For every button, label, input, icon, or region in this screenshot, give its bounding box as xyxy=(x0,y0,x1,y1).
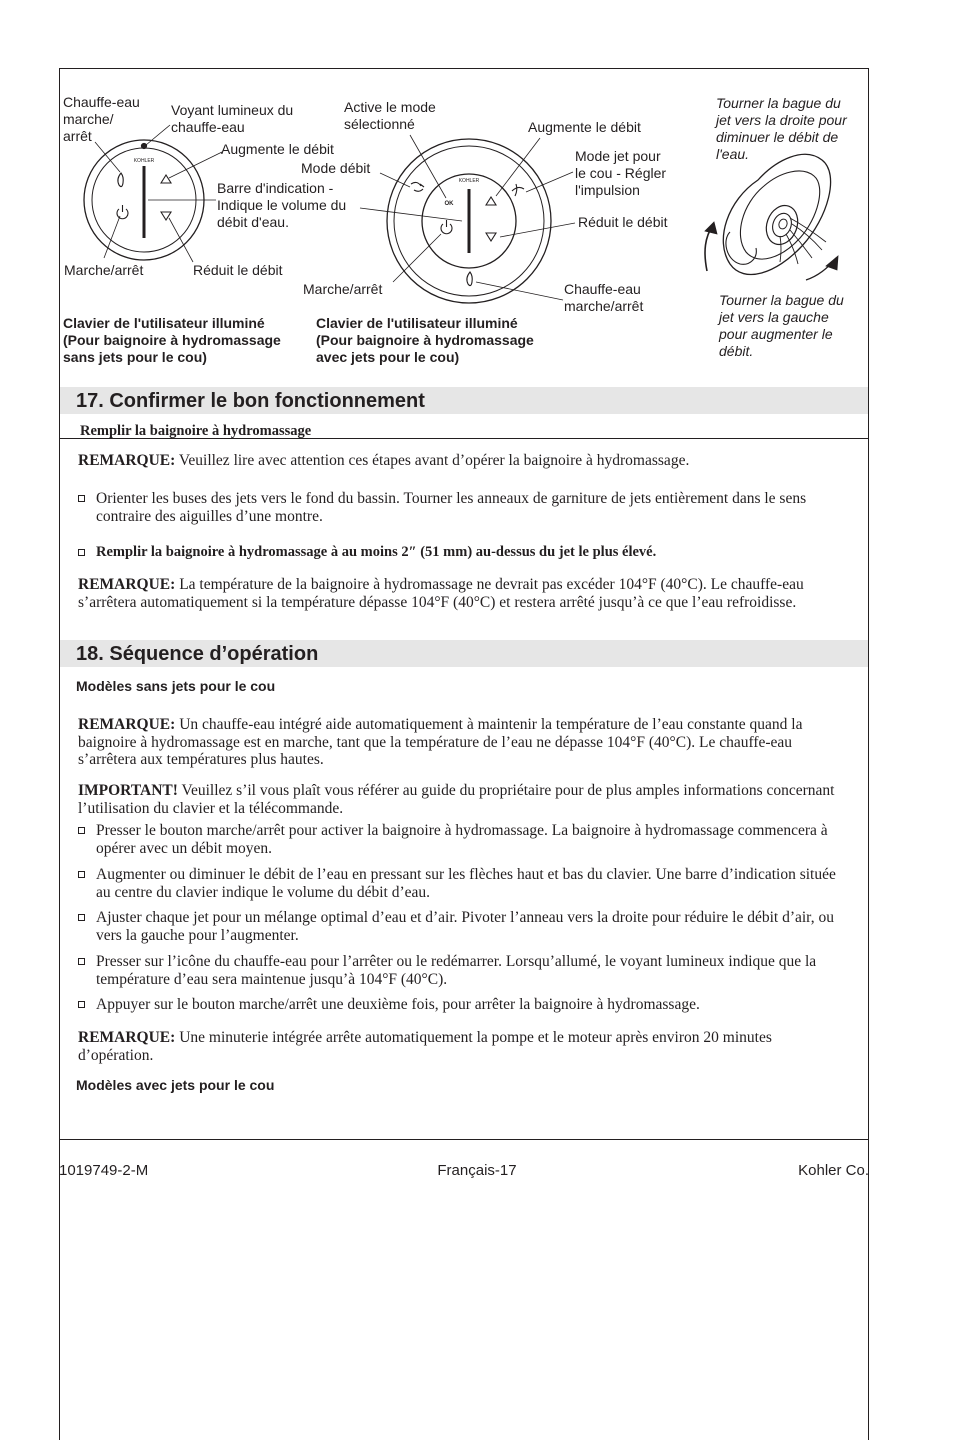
heater-light-dot xyxy=(141,143,146,148)
left-heater-light-label: Voyant lumineux du chauffe-eau xyxy=(171,102,294,135)
bullet-text: Appuyer sur le bouton marche/arrêt une deuxième fois, pour arrêter la baignoire à hydromassage. xyxy=(96,996,700,1013)
bullet-text: Remplir la baignoire à hydromassage à au moins 2″ (51 mm) au-dessus du jet le plus élevé. xyxy=(96,544,657,560)
left-increase-flow-label: Augmente le débit xyxy=(221,141,334,157)
section-18-important xyxy=(78,782,848,817)
left-leader-lines xyxy=(95,125,222,262)
bullet-text: Augmenter ou diminuer le débit de l’eau en pressant sur les flèches haut et bas du clavier. Une barre d’indication située au centre du clavier indique le volume du débit d’eau. xyxy=(96,866,836,901)
left-decrease-flow-label: Réduit le débit xyxy=(193,262,283,278)
note-label: REMARQUE: xyxy=(78,576,176,593)
content-border-left xyxy=(59,439,60,1440)
left-power-label: Marche/arrêt xyxy=(64,262,144,278)
note-label: REMARQUE: xyxy=(78,716,176,733)
checkbox-square-icon xyxy=(78,871,85,878)
right-keypad-illustration xyxy=(387,139,551,303)
left-keypad-caption: Clavier de l'utilisateur illuminé (Pour baignoire à hydromassage sans jets pour le cou) xyxy=(63,315,281,365)
note-label: REMARQUE: xyxy=(78,452,176,469)
bullet-text: Presser sur l’icône du chauffe-eau pour l’arrêter ou le redémarrer. Lorsqu’allumé, le voyant lumineux indique que la température d’eau sera maintenue jusqu’à 104°F (40°C). xyxy=(96,953,817,988)
right-decrease-flow-label: Réduit le débit xyxy=(578,214,668,230)
section-18-note-2 xyxy=(78,1029,848,1064)
important-label: IMPORTANT! xyxy=(78,782,178,799)
section-18-bullet-4 xyxy=(78,953,848,988)
section-17-title: 17. Confirmer le bon fonctionnement xyxy=(76,390,425,412)
note-label: REMARQUE: xyxy=(78,1029,176,1046)
jet-turn-left-label: Tourner la bague du jet vers la gauche pour augmenter le débit. xyxy=(719,292,844,359)
footer-doc-number: 1019749-2-M xyxy=(59,1162,149,1179)
jet-turn-right-label: Tourner la bague du jet vers la droite pour diminuer le débit de l'eau. xyxy=(716,95,847,162)
flow-mode-icon xyxy=(411,182,424,191)
jet-nozzle-illustration xyxy=(705,154,838,280)
checkbox-square-icon xyxy=(78,827,85,834)
footer-company: Kohler Co. xyxy=(798,1162,869,1179)
right-keypad-caption: Clavier de l'utilisateur illuminé (Pour baignoire à hydromassage avec jets pour le cou) xyxy=(316,315,534,365)
right-brand-text: KOHLER xyxy=(458,178,480,184)
note-text: Une minuterie intégrée arrête automatiquement la pompe et le moteur après environ 20 minutes d’opération. xyxy=(78,1029,772,1064)
note-text: Veuillez lire avec attention ces étapes avant d’opérer la baignoire à hydromassage. xyxy=(175,452,690,469)
section-17-subheading: Remplir la baignoire à hydromassage xyxy=(80,423,312,439)
left-indicator-bar-label: Barre d'indication - Indique le volume du débit d'eau. xyxy=(217,180,347,230)
heater-flame-icon xyxy=(118,173,123,187)
right-activate-mode-label: Active le mode sélectionné xyxy=(344,99,436,132)
left-brand-text: KOHLER xyxy=(133,158,155,164)
checkbox-square-icon xyxy=(78,958,85,965)
bullet-text: Presser le bouton marche/arrêt pour activer la baignoire à hydromassage. La baignoire à hydromassage commencera à opérer avec un débit moyen. xyxy=(96,822,828,857)
note-text: La température de la baignoire à hydromassage ne devrait pas excéder 104°F (40°C). Le chauffe-eau s’arrêtera automatiquement si la température dépasse 104°F (40°C) et restera arrêté jusqu’à ce que l’eau refroidisse. xyxy=(78,576,804,611)
section-18-bullet-3 xyxy=(78,909,848,944)
left-heater-toggle-label: Chauffe-eau marche/ arrêt xyxy=(63,94,140,144)
right-power-label: Marche/arrêt xyxy=(303,281,383,297)
checkbox-square-icon xyxy=(78,495,85,502)
up-arrow-icon xyxy=(486,197,496,205)
bullet-text: Orienter les buses des jets vers le fond du bassin. Tourner les anneaux de garniture de jets entièrement dans le sens contraire des aiguilles d’une montre. xyxy=(96,490,807,525)
bullet-text: Ajuster chaque jet pour un mélange optimal d’eau et d’air. Pivoter l’anneau vers la droite pour réduire le débit d’air, ou vers la gauche pour l’augmenter. xyxy=(96,909,834,944)
section-18-bullet-2 xyxy=(78,866,848,901)
checkbox-square-icon xyxy=(78,549,85,556)
right-neck-mode-label: Mode jet pour le cou - Régler l'impulsion xyxy=(575,148,667,198)
section-18-bullet-5 xyxy=(78,996,848,1014)
section-18-header xyxy=(60,640,868,667)
down-arrow-icon xyxy=(486,233,496,241)
ok-button-label: OK xyxy=(444,201,454,207)
section-18-note-1 xyxy=(78,716,848,769)
right-flow-mode-label: Mode débit xyxy=(301,160,371,176)
section-17-note-2 xyxy=(78,576,848,611)
section-18-title: 18. Séquence d’opération xyxy=(76,643,319,665)
section-17-bullet-2 xyxy=(78,544,848,562)
checkbox-square-icon xyxy=(78,1001,85,1008)
section-17-header xyxy=(60,387,868,414)
right-heater-toggle-label: Chauffe-eau marche/arrêt xyxy=(564,281,644,314)
heater-flame-icon xyxy=(467,272,472,286)
section-18-subheading-2: Modèles avec jets pour le cou xyxy=(76,1077,275,1093)
footer-page-number: Français-17 xyxy=(437,1162,517,1179)
section-18-subheading-1: Modèles sans jets pour le cou xyxy=(76,678,276,694)
right-increase-flow-label: Augmente le débit xyxy=(528,119,641,135)
keypad-figure xyxy=(0,0,954,440)
content-border-bottom xyxy=(59,1139,869,1140)
note-text: Un chauffe-eau intégré aide automatiquement à maintenir la température de l’eau constante quand la baignoire à hydromassage est en marche, tant que la température de l’eau ne dépasse 104°F (40°C). Le chauffe-eau s’arrêtera aux températures plus hautes. xyxy=(78,716,803,768)
section-17-note-1 xyxy=(78,452,848,470)
content-border-right xyxy=(868,439,869,1440)
neck-mode-icon xyxy=(512,184,524,196)
checkbox-square-icon xyxy=(78,914,85,921)
important-text: Veuillez s’il vous plaît vous référer au guide du propriétaire pour de plus amples informations concernant l’utilisation du clavier et la télécommande. xyxy=(78,782,835,817)
section-17-bullet-1 xyxy=(78,490,848,525)
up-arrow-icon xyxy=(161,175,171,183)
section-18-bullet-1 xyxy=(78,822,848,857)
